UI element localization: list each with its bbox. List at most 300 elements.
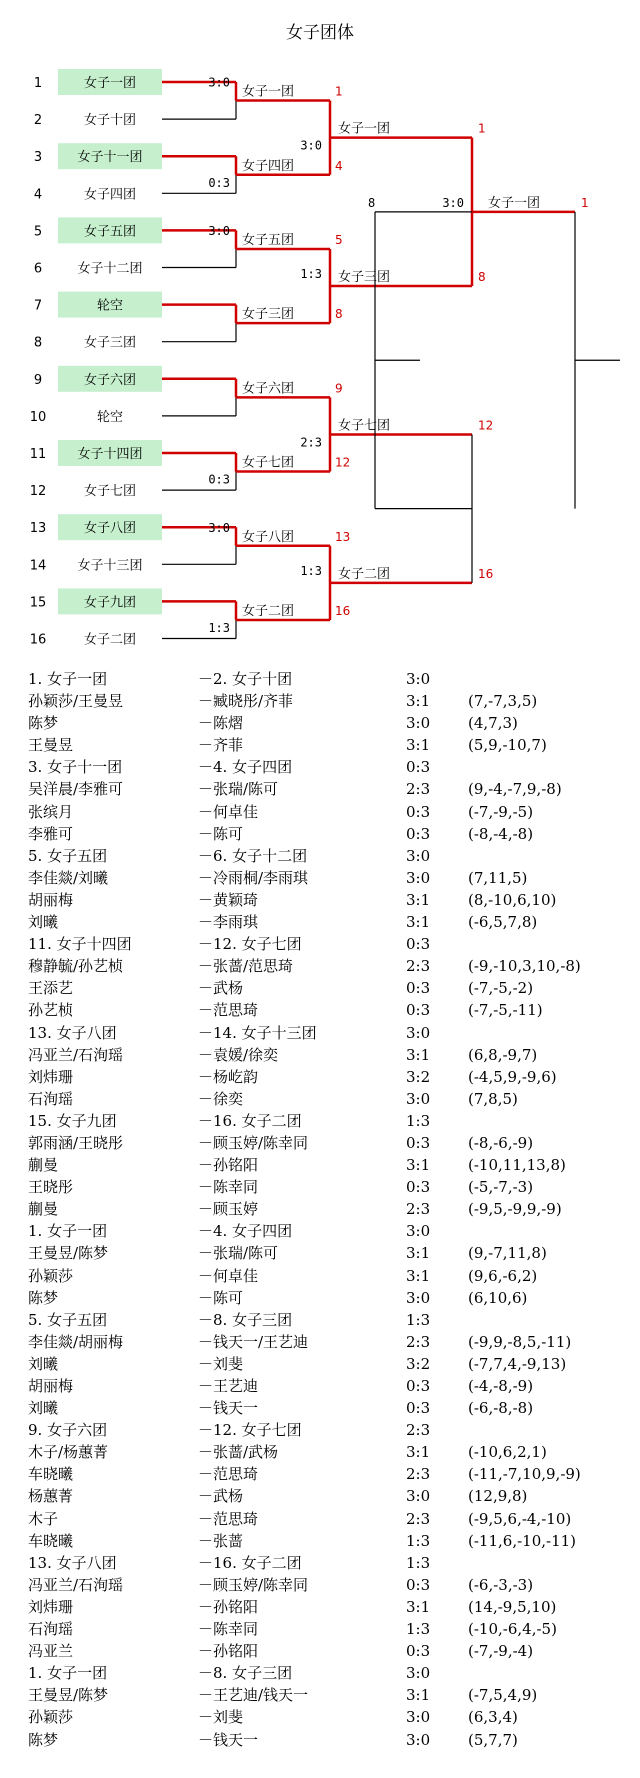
- result-row: [28, 845, 628, 867]
- result-score: 3:2: [406, 1354, 431, 1373]
- round3-seed-number: 1: [478, 121, 486, 136]
- result-away: －冷雨桐/李雨琪: [198, 868, 309, 887]
- result-home: 冯亚兰: [28, 1642, 74, 1661]
- result-games: (-6,5,7,8): [468, 913, 538, 932]
- result-score: 1:3: [406, 1310, 431, 1329]
- result-row: [28, 712, 628, 734]
- result-home: 石洵瑶: [28, 1089, 74, 1108]
- result-row: [28, 756, 628, 778]
- result-games: (4,7,3): [468, 714, 518, 733]
- result-home: 木子/杨蕙菁: [28, 1443, 109, 1462]
- result-away: －张瑞/陈可: [198, 780, 279, 799]
- result-score: 3:0: [406, 1288, 431, 1307]
- result-score: 0:3: [406, 1133, 431, 1152]
- result-score: 1:3: [406, 1620, 431, 1639]
- entry-name: 女子十四团: [77, 447, 143, 462]
- result-home: 刘曦: [28, 1399, 59, 1418]
- entry-name: 女子十一团: [77, 150, 143, 166]
- result-away: －何卓佳: [198, 1266, 259, 1285]
- result-row: [28, 911, 628, 933]
- result-games: (-7,-9,-5): [468, 802, 534, 821]
- result-score: 0:3: [406, 1178, 431, 1197]
- result-score: 3:1: [406, 890, 431, 909]
- result-home: 孙颖莎: [28, 1266, 74, 1285]
- round3-team: 女子二团: [338, 566, 391, 582]
- result-away: －杨屹韵: [198, 1067, 259, 1086]
- result-games: (8,-10,6,10): [468, 890, 557, 909]
- result-score: 0:3: [406, 1377, 431, 1395]
- result-score: 2:3: [406, 780, 431, 799]
- result-score: 3:0: [406, 846, 431, 865]
- result-away: －孙铭阳: [198, 1597, 259, 1616]
- result-row: [28, 668, 628, 690]
- result-away: －武杨: [198, 979, 244, 998]
- result-score: 3:1: [406, 692, 431, 711]
- result-score: 3:0: [406, 1664, 431, 1683]
- result-score: 3:1: [406, 913, 431, 932]
- result-home: 陈梦: [28, 714, 59, 733]
- result-games: (-7,5,4,9): [468, 1686, 538, 1705]
- result-home: 孙颖莎/王曼昱: [28, 692, 124, 711]
- result-games: (7,11,5): [468, 868, 528, 887]
- result-away: －袁媛/徐奕: [198, 1045, 279, 1064]
- result-row: [28, 801, 628, 823]
- round2-seed-number: 4: [335, 158, 343, 173]
- result-row: [28, 1552, 628, 1574]
- result-games: (-7,-9,-4): [468, 1642, 534, 1661]
- result-score: 2:3: [406, 957, 431, 976]
- result-score: 2:3: [406, 1421, 431, 1440]
- result-row: [28, 1154, 628, 1176]
- result-away: －范思琦: [198, 1001, 259, 1020]
- result-home: 李佳燚/胡丽梅: [28, 1332, 124, 1351]
- result-away: －范思琦: [198, 1509, 259, 1528]
- result-score: 0:3: [406, 824, 431, 843]
- round2-team: 女子七团: [242, 455, 295, 471]
- result-row: [28, 1662, 628, 1684]
- result-home: 蒯曼: [28, 1156, 59, 1175]
- result-home: 吴洋晨/李雅可: [28, 780, 124, 799]
- result-home: 1. 女子一团: [28, 670, 108, 688]
- entry-seed: 6: [33, 261, 43, 277]
- entry-seed: 3: [33, 150, 43, 166]
- result-score: 0:3: [406, 935, 431, 954]
- result-home: 石洵瑶: [28, 1620, 74, 1639]
- entry-seed: 12: [29, 484, 47, 500]
- result-score: 1:3: [406, 1531, 431, 1550]
- round2-team: 女子一团: [242, 84, 295, 100]
- result-home: 王晓彤: [28, 1178, 74, 1197]
- result-score: 1:3: [406, 1553, 431, 1572]
- result-row: [28, 1110, 628, 1132]
- result-games: (-8,-6,-9): [468, 1133, 534, 1152]
- result-score: 2:3: [406, 1200, 431, 1219]
- result-home: 1. 女子一团: [28, 1222, 108, 1241]
- entry-seed: 10: [29, 409, 47, 425]
- result-score: 3:0: [406, 868, 431, 887]
- entry-seed: 7: [33, 298, 43, 314]
- result-games: (-6,-8,-8): [468, 1399, 534, 1418]
- entry-seed: 15: [29, 595, 47, 611]
- result-games: (6,10,6): [468, 1288, 528, 1307]
- round3-team: 女子三团: [338, 270, 391, 286]
- result-row: [28, 734, 628, 756]
- result-score: 0:3: [406, 1642, 431, 1661]
- result-away: －徐奕: [198, 1089, 244, 1108]
- result-row: [28, 1066, 628, 1088]
- result-home: 王曼昱: [28, 736, 74, 755]
- result-row: [28, 1508, 628, 1530]
- result-row: [28, 1684, 628, 1706]
- result-score: 3:2: [406, 1067, 431, 1086]
- result-score: 3:1: [406, 1045, 431, 1064]
- result-games: (-9,9,-8,5,-11): [468, 1332, 572, 1351]
- round2-seed-number: 9: [335, 381, 343, 396]
- round2-score: 1:3: [300, 563, 322, 578]
- result-away: －陈可: [198, 824, 244, 843]
- result-row: [28, 1265, 628, 1287]
- round1-score: 0:3: [208, 175, 230, 190]
- result-score: 3:1: [406, 736, 431, 755]
- result-row: [28, 977, 628, 999]
- entry-seed: 8: [33, 335, 43, 351]
- result-games: (-4,-8,-9): [468, 1377, 534, 1395]
- round1-score: 1:3: [208, 620, 230, 635]
- result-row: [28, 1132, 628, 1154]
- result-row: [28, 778, 628, 800]
- round2-team: 女子二团: [242, 603, 295, 619]
- result-home: 王曼昱/陈梦: [28, 1244, 109, 1263]
- result-games: (5,9,-10,7): [468, 736, 547, 755]
- result-home: 9. 女子六团: [28, 1421, 108, 1440]
- result-home: 冯亚兰/石洵瑶: [28, 1575, 124, 1594]
- result-score: 0:3: [406, 1001, 431, 1020]
- result-away: －顾玉婷/陈幸同: [198, 1575, 309, 1594]
- result-score: 0:3: [406, 1575, 431, 1594]
- round2-seed-number: 13: [335, 529, 351, 544]
- result-away: －张瑞/陈可: [198, 1244, 279, 1263]
- round2-team: 女子四团: [242, 158, 295, 174]
- result-score: 2:3: [406, 1465, 431, 1484]
- round1-score: 3:0: [208, 520, 230, 535]
- result-row: [28, 1022, 628, 1044]
- round3-seed-number: 8: [478, 270, 486, 285]
- entry-name: 女子三团: [83, 335, 137, 351]
- round1-score: 3:0: [208, 223, 230, 238]
- result-score: 3:0: [406, 1023, 431, 1042]
- result-away: －孙铭阳: [198, 1642, 259, 1661]
- round2-team: 女子八团: [242, 529, 295, 545]
- result-away: －16. 女子二团: [198, 1111, 302, 1130]
- result-away: －钱天一: [198, 1399, 259, 1418]
- result-away: －钱天一: [198, 1730, 259, 1749]
- result-home: 车晓曦: [28, 1465, 74, 1484]
- result-score: 2:3: [406, 1509, 431, 1528]
- result-home: 蒯曼: [28, 1200, 59, 1219]
- result-home: 郭雨涵/王晓彤: [28, 1133, 124, 1152]
- result-home: 15. 女子九团: [28, 1111, 117, 1130]
- result-games: (-11,6,-10,-11): [468, 1531, 577, 1550]
- match-results-list: [28, 668, 628, 1751]
- result-row: [28, 1198, 628, 1220]
- result-home: 木子: [28, 1509, 59, 1528]
- result-home: 胡丽梅: [28, 1377, 74, 1395]
- result-away: －王艺迪: [198, 1377, 259, 1395]
- result-home: 杨蕙菁: [28, 1487, 74, 1506]
- result-score: 0:3: [406, 1399, 431, 1418]
- entry-seed: 9: [33, 372, 43, 388]
- result-home: 13. 女子八团: [28, 1023, 117, 1042]
- result-home: 王添艺: [28, 979, 74, 998]
- result-games: (-7,-5,-11): [468, 1001, 543, 1020]
- result-games: (5,7,7): [468, 1730, 518, 1749]
- result-games: (9,-7,11,8): [468, 1244, 547, 1263]
- result-games: (-10,6,2,1): [468, 1443, 547, 1462]
- result-score: 3:1: [406, 1266, 431, 1285]
- result-score: 1:3: [406, 1111, 431, 1130]
- result-score: 3:0: [406, 1708, 431, 1727]
- result-home: 王曼昱/陈梦: [28, 1686, 109, 1705]
- result-score: 3:1: [406, 1686, 431, 1705]
- result-home: 刘炜珊: [28, 1597, 74, 1616]
- result-away: －齐菲: [198, 736, 244, 755]
- entry-name: 女子五团: [83, 224, 137, 240]
- result-games: (-9,-10,3,10,-8): [468, 957, 581, 976]
- round3-seed-number: 12: [478, 418, 494, 433]
- result-away: －12. 女子七团: [198, 1421, 302, 1440]
- entry-seed: 16: [29, 632, 47, 648]
- result-home: 陈梦: [28, 1288, 59, 1307]
- result-home: 张缤月: [28, 802, 74, 821]
- result-games: (-9,5,6,-4,-10): [468, 1509, 572, 1528]
- entry-name: 女子十团: [83, 113, 137, 129]
- entry-name: 女子十三团: [77, 558, 143, 574]
- round2-seed-number: 12: [335, 455, 351, 470]
- result-home: 11. 女子十四团: [28, 935, 132, 954]
- entry-seed: 5: [33, 224, 43, 240]
- result-score: 0:3: [406, 758, 431, 777]
- result-games: (12,9,8): [468, 1487, 528, 1506]
- result-row: [28, 823, 628, 845]
- result-row: [28, 1574, 628, 1596]
- result-away: －陈幸同: [198, 1178, 259, 1197]
- result-away: －陈幸同: [198, 1620, 259, 1639]
- entry-name: 女子八团: [83, 521, 137, 537]
- result-row: [28, 1530, 628, 1552]
- entry-name: 女子七团: [83, 484, 137, 500]
- entry-name: 女子六团: [83, 372, 137, 388]
- result-row: [28, 1463, 628, 1485]
- result-games: (9,-4,-7,9,-8): [468, 780, 562, 799]
- result-away: －顾玉婷/陈幸同: [198, 1133, 309, 1152]
- result-row: [28, 1088, 628, 1110]
- result-home: 陈梦: [28, 1730, 59, 1749]
- result-row: [28, 1618, 628, 1640]
- round1-score: 3:0: [208, 75, 230, 90]
- result-score: 3:0: [406, 1222, 431, 1241]
- result-away: －刘斐: [198, 1354, 244, 1373]
- result-home: 刘曦: [28, 913, 59, 932]
- result-score: 3:0: [406, 714, 431, 733]
- entry-seed: 11: [29, 447, 47, 462]
- result-games: (-9,5,-9,9,-9): [468, 1200, 562, 1219]
- result-home: 车晓曦: [28, 1531, 74, 1550]
- round3-team: 女子七团: [338, 418, 391, 434]
- round2-score: 3:0: [300, 138, 322, 153]
- result-row: [28, 1309, 628, 1331]
- result-games: (-7,7,4,-9,13): [468, 1354, 567, 1373]
- result-row: [28, 1176, 628, 1198]
- result-score: 3:0: [406, 670, 431, 688]
- result-away: －陈可: [198, 1288, 244, 1307]
- result-home: 1. 女子一团: [28, 1664, 108, 1683]
- result-row: [28, 1331, 628, 1353]
- round2-team: 女子三团: [242, 307, 295, 323]
- result-games: (7,8,5): [468, 1089, 518, 1108]
- entry-seed: 1: [33, 76, 43, 91]
- result-home: 穆静毓/孙艺桢: [28, 957, 124, 976]
- result-row: [28, 1706, 628, 1728]
- result-away: －12. 女子七团: [198, 935, 302, 954]
- result-row: [28, 1441, 628, 1463]
- result-games: (-4,5,9,-9,6): [468, 1067, 557, 1086]
- result-away: －孙铭阳: [198, 1156, 259, 1175]
- result-row: [28, 1419, 628, 1441]
- round3-team: 女子一团: [338, 121, 391, 137]
- result-home: 胡丽梅: [28, 890, 74, 909]
- round2-team: 女子六团: [242, 381, 295, 397]
- round2-seed-number: 8: [335, 307, 343, 322]
- result-away: －臧晓彤/齐菲: [198, 692, 294, 711]
- entry-name: 轮空: [96, 298, 124, 314]
- result-home: 13. 女子八团: [28, 1553, 117, 1572]
- final-side-number: 8: [368, 195, 376, 210]
- result-away: －刘斐: [198, 1708, 244, 1727]
- result-games: (14,-9,5,10): [468, 1597, 557, 1616]
- result-row: [28, 1375, 628, 1397]
- entry-seed: 14: [29, 558, 47, 574]
- result-row: [28, 1397, 628, 1419]
- final-seed-number: 1: [581, 195, 589, 210]
- result-home: 3. 女子十一团: [28, 758, 123, 777]
- result-away: －14. 女子十三团: [198, 1023, 317, 1042]
- page-title: 女子团体: [286, 23, 354, 43]
- result-home: 孙艺桢: [28, 1001, 74, 1020]
- result-away: －张蔷/武杨: [198, 1443, 279, 1462]
- result-away: －8. 女子三团: [198, 1310, 293, 1329]
- result-score: 3:0: [406, 1730, 431, 1749]
- result-row: [28, 1729, 628, 1751]
- result-row: [28, 999, 628, 1021]
- round2-seed-number: 1: [335, 84, 343, 99]
- result-home: 李佳燚/刘曦: [28, 868, 109, 887]
- result-away: －4. 女子四团: [198, 1222, 293, 1241]
- round2-score: 2:3: [300, 435, 322, 450]
- result-games: (-10,-6,4,-5): [468, 1620, 557, 1639]
- result-home: 孙颖莎: [28, 1708, 74, 1727]
- round2-seed-number: 16: [335, 603, 351, 618]
- result-away: －范思琦: [198, 1465, 259, 1484]
- round3-seed-number: 16: [478, 566, 494, 581]
- result-away: －何卓佳: [198, 802, 259, 821]
- result-home: 冯亚兰/石洵瑶: [28, 1045, 124, 1064]
- result-score: 3:0: [406, 1089, 431, 1108]
- result-away: －陈熠: [198, 714, 244, 733]
- result-row: [28, 889, 628, 911]
- result-games: (9,6,-6,2): [468, 1266, 538, 1285]
- entry-seed: 4: [33, 187, 43, 203]
- result-games: (6,8,-9,7): [468, 1045, 538, 1064]
- result-row: [28, 955, 628, 977]
- round2-seed-number: 5: [335, 232, 343, 247]
- entry-name: 女子十二团: [77, 261, 143, 277]
- round2-score: 1:3: [300, 267, 322, 282]
- result-away: －6. 女子十二团: [198, 846, 308, 865]
- result-score: 3:0: [406, 1487, 431, 1506]
- result-away: －钱天一/王艺迪: [198, 1332, 309, 1351]
- result-row: [28, 1242, 628, 1264]
- result-games: (-10,11,13,8): [468, 1156, 566, 1175]
- result-row: [28, 933, 628, 955]
- result-away: －武杨: [198, 1487, 244, 1506]
- result-row: [28, 867, 628, 889]
- result-away: －2. 女子十团: [198, 670, 293, 688]
- result-away: －张蔷: [198, 1531, 244, 1550]
- result-row: [28, 1044, 628, 1066]
- result-row: [28, 1287, 628, 1309]
- result-home: 李雅可: [28, 824, 74, 843]
- result-score: 2:3: [406, 1332, 431, 1351]
- result-games: (7,-7,3,5): [468, 692, 538, 711]
- result-games: (-8,-4,-8): [468, 824, 534, 843]
- entry-seed: 2: [33, 113, 43, 129]
- result-away: －4. 女子四团: [198, 758, 293, 777]
- result-away: －李雨琪: [198, 913, 259, 932]
- result-games: (-6,-3,-3): [468, 1575, 534, 1594]
- result-games: (-7,-5,-2): [468, 979, 534, 998]
- entry-name: 女子九团: [83, 595, 137, 611]
- entry-name: 女子二团: [83, 632, 137, 648]
- entry-name: 女子四团: [83, 187, 137, 203]
- final-score: 3:0: [442, 195, 464, 210]
- result-score: 3:1: [406, 1156, 431, 1175]
- result-row: [28, 1640, 628, 1662]
- entry-seed: 13: [29, 521, 47, 537]
- result-row: [28, 1220, 628, 1242]
- result-score: 0:3: [406, 802, 431, 821]
- result-away: －8. 女子三团: [198, 1664, 293, 1683]
- result-row: [28, 1353, 628, 1375]
- result-away: －16. 女子二团: [198, 1553, 302, 1572]
- round2-team: 女子五团: [242, 232, 295, 248]
- result-row: [28, 690, 628, 712]
- round1-score: 0:3: [208, 472, 230, 487]
- result-away: －张蔷/范思琦: [198, 957, 294, 976]
- result-score: 3:1: [406, 1597, 431, 1616]
- result-games: (6,3,4): [468, 1708, 518, 1727]
- result-home: 5. 女子五团: [28, 846, 108, 865]
- result-away: －王艺迪/钱天一: [198, 1686, 309, 1705]
- result-row: [28, 1485, 628, 1507]
- entry-name: 轮空: [96, 409, 124, 425]
- final-winner: 女子一团: [488, 195, 541, 211]
- result-home: 刘曦: [28, 1354, 59, 1373]
- result-row: [28, 1596, 628, 1618]
- result-score: 3:1: [406, 1443, 431, 1462]
- result-score: 3:1: [406, 1244, 431, 1263]
- result-away: －顾玉婷: [198, 1200, 259, 1219]
- tournament-bracket: [0, 0, 640, 650]
